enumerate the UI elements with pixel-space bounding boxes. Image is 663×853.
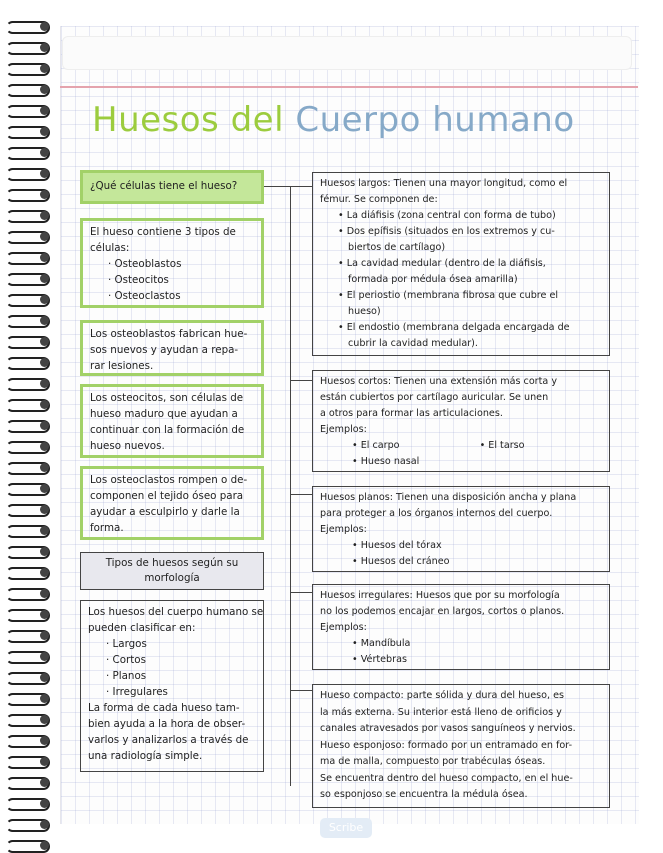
text-line: Hueso esponjoso: formado por un entramado en for- xyxy=(320,739,573,751)
huesos-cortos-box xyxy=(312,370,610,472)
text-line: para proteger a los órganos internos del cuerpo. xyxy=(320,508,553,519)
spiral-ring xyxy=(2,102,48,118)
spiral-ring xyxy=(2,837,48,853)
cortos-example: • El carpo • El tarso xyxy=(352,440,525,451)
spiral-ring xyxy=(2,522,48,538)
spiral-ring xyxy=(2,438,48,454)
largos-item: • El periostio (membrana fibrosa que cubre el xyxy=(338,290,559,301)
text-line: Hueso compacto: parte sólida y dura del hueso, es xyxy=(320,690,565,701)
spiral-ring xyxy=(2,480,48,496)
header-line: Tipos de huesos según su xyxy=(105,557,239,569)
text-line: una radiología simple. xyxy=(88,750,203,762)
spiral-ring xyxy=(2,627,48,643)
irregulares-example: • Vértebras xyxy=(352,654,407,665)
spiral-ring xyxy=(2,312,48,328)
connector-line xyxy=(264,186,290,187)
spiral-ring xyxy=(2,228,48,244)
text-line: rar lesiones. xyxy=(90,360,154,372)
text-line: Se encuentra dentro del hueso compacto, en el hue- xyxy=(320,772,573,784)
connector-line xyxy=(290,494,312,495)
text-line: bien ayuda a la hora de obser- xyxy=(88,718,246,730)
irregulares-example: • Mandíbula xyxy=(352,638,411,649)
connector-line xyxy=(290,690,312,691)
spiral-ring xyxy=(2,354,48,370)
spiral-ring xyxy=(2,60,48,76)
spiral-ring xyxy=(2,648,48,664)
cells-box xyxy=(80,218,264,308)
text-line: sos nuevos y ayudan a repa- xyxy=(90,344,239,356)
text-line: Ejemplos: xyxy=(320,424,367,435)
header-line: morfología xyxy=(144,572,200,584)
spiral-ring xyxy=(2,375,48,391)
spiral-ring xyxy=(2,333,48,349)
text-line: ma de malla, compuesto por trabéculas óseas. xyxy=(320,756,546,767)
type-item: · Cortos xyxy=(106,654,146,666)
text-line: so esponjoso se encuentra la médula ósea. xyxy=(320,789,528,800)
connector-line xyxy=(290,592,312,593)
title-part-1: Huesos del xyxy=(92,100,285,140)
text-line: hueso nuevos. xyxy=(90,440,165,452)
spiral-ring xyxy=(2,732,48,748)
spiral-ring xyxy=(2,543,48,559)
text-line: Huesos cortos: Tienen una extensión más corta y xyxy=(320,376,557,387)
largos-item: • Dos epífisis (situados en los extremos y cu- xyxy=(338,226,555,237)
connector-line xyxy=(290,186,312,187)
text-line: están cubiertos por cartílago auricular. Se unen xyxy=(320,392,549,403)
spiral-ring xyxy=(2,753,48,769)
huesos-largos-box xyxy=(312,172,610,356)
huesos-irregulares-box xyxy=(312,584,610,670)
spiral-ring xyxy=(2,165,48,181)
margin-line xyxy=(60,86,638,88)
page-header-area xyxy=(62,36,632,70)
spiral-ring xyxy=(2,795,48,811)
largos-item-cont: cubrir la cavidad medular). xyxy=(348,338,478,349)
largos-item-cont: formada por médula ósea amarilla) xyxy=(348,274,518,285)
spiral-ring xyxy=(2,144,48,160)
spiral-ring xyxy=(2,207,48,223)
largos-item-cont: hueso) xyxy=(348,306,381,317)
types-header-box xyxy=(80,552,264,590)
text-line: canales atravesados por vasos sanguíneos y nervios. xyxy=(320,723,576,734)
cells-intro-line: células: xyxy=(90,242,130,254)
hueso-compacto-box xyxy=(312,684,610,808)
text-line: Los osteoblastos fabrican hue- xyxy=(90,328,248,340)
text-line: pueden clasificar en: xyxy=(88,622,196,634)
connector-line xyxy=(290,186,291,786)
spiral-ring xyxy=(2,816,48,832)
spiral-ring xyxy=(2,459,48,475)
text-line: la más externa. Su interior está lleno de orificios y xyxy=(320,706,562,718)
text-line: Ejemplos: xyxy=(320,524,367,535)
spiral-ring xyxy=(2,123,48,139)
connector-line xyxy=(290,380,312,381)
largos-item: • El endostio (membrana delgada encargada de xyxy=(338,322,570,333)
spiral-ring xyxy=(2,669,48,685)
spiral-ring xyxy=(2,585,48,601)
spiral-ring xyxy=(2,18,48,34)
spiral-ring xyxy=(2,39,48,55)
huesos-planos-box xyxy=(312,486,610,572)
spiral-ring xyxy=(2,711,48,727)
type-item: · Planos xyxy=(106,670,147,682)
title-part-2: Cuerpo humano xyxy=(295,100,575,140)
largos-item: • La diáfisis (zona central con forma de tubo) xyxy=(338,210,556,221)
largos-item-cont: biertos de cartílago) xyxy=(348,242,446,253)
spiral-ring xyxy=(2,396,48,412)
scribe-watermark: Scribe xyxy=(320,818,372,838)
spiral-ring xyxy=(2,186,48,202)
largos-item: • La cavidad medular (dentro de la diáfisis, xyxy=(338,258,546,269)
text-line: componen el tejido óseo para xyxy=(90,490,244,502)
planos-example: • Huesos del cráneo xyxy=(352,556,450,567)
cell-item: · Osteoblastos xyxy=(108,258,182,270)
type-item: · Largos xyxy=(106,638,147,650)
text-line: Ejemplos: xyxy=(320,622,367,633)
type-item: · Irregulares xyxy=(106,686,168,698)
cell-item: · Osteocitos xyxy=(108,274,169,286)
cortos-example: • Hueso nasal xyxy=(352,456,420,467)
spiral-ring xyxy=(2,564,48,580)
spiral-ring xyxy=(2,606,48,622)
spiral-ring xyxy=(2,774,48,790)
text-line: a otros para formar las articulaciones. xyxy=(320,408,503,419)
types-box xyxy=(80,600,264,772)
spiral-binding xyxy=(0,0,55,848)
osteoblastos-box xyxy=(80,320,264,376)
text-line: Huesos largos: Tienen una mayor longitud, como el xyxy=(320,178,568,189)
spiral-ring xyxy=(2,417,48,433)
text-line: Huesos planos: Tienen una disposición ancha y plana xyxy=(320,492,577,503)
cells-intro-line: El hueso contiene 3 tipos de xyxy=(90,226,236,238)
osteocitos-box xyxy=(80,384,264,458)
osteoclastos-box xyxy=(80,466,264,540)
spiral-ring xyxy=(2,249,48,265)
planos-example: • Huesos del tórax xyxy=(352,540,442,551)
spiral-ring xyxy=(2,81,48,97)
question-box xyxy=(80,170,264,204)
text-line: hueso maduro que ayudan a xyxy=(90,408,238,420)
cell-item: · Osteoclastos xyxy=(108,290,181,302)
text-line: no los podemos encajar en largos, cortos o planos. xyxy=(320,606,565,617)
text-line: ayudar a esculpirlo y darle la xyxy=(90,506,240,518)
text-line: Los osteocitos, son células de xyxy=(90,392,244,404)
text-line: continuar con la formación de xyxy=(90,424,245,436)
spiral-ring xyxy=(2,291,48,307)
text-line: Los osteoclastos rompen o de- xyxy=(90,474,248,486)
text-line: forma. xyxy=(90,522,124,534)
text-line: La forma de cada hueso tam- xyxy=(88,702,240,714)
page-title xyxy=(92,100,575,140)
text-line: varlos y analizarlos a través de xyxy=(88,734,249,746)
spiral-ring xyxy=(2,501,48,517)
text-line: fémur. Se componen de: xyxy=(320,194,438,205)
text-line: Los huesos del cuerpo humano se xyxy=(88,606,264,618)
question-text: ¿Qué células tiene el hueso? xyxy=(90,180,238,192)
spiral-ring xyxy=(2,690,48,706)
spiral-ring xyxy=(2,270,48,286)
text-line: Huesos irregulares: Huesos que por su morfología xyxy=(320,590,560,601)
